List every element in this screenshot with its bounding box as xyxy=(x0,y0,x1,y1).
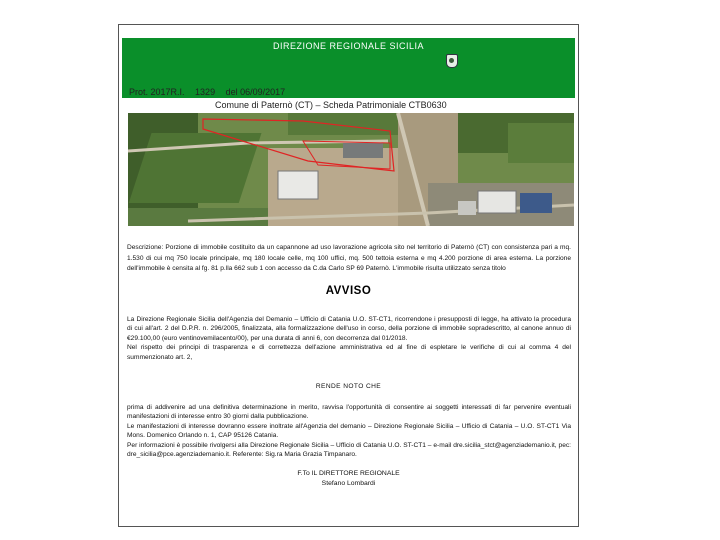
body-block-2 xyxy=(127,403,571,459)
protocol-date: del 06/09/2017 xyxy=(225,87,286,97)
avviso-title: AVVISO xyxy=(325,285,372,297)
scheda-line: Comune di Paternò (CT) – Scheda Patrimoniale CTB0630 xyxy=(215,100,447,110)
paragraph-contacts: Per informazioni è possibile rivolgersi alla Direzione Regionale Sicilia – Ufficio di Catania U.O. ST-CT1 – e-mail dre.sicilia_stct@agenziademanio.it, pec: dre_sicilia@pce.agenziademanio.it. Referente: Sig.ra Maria Grazia Timpanaro. xyxy=(127,441,571,459)
signature-title: F.To IL DIRETTORE REGIONALE xyxy=(297,470,400,477)
body-block-1 xyxy=(127,315,571,362)
signature-name: Stefano Lombardi xyxy=(321,480,376,487)
protocol-prot: Prot. 2017R.I. xyxy=(129,87,185,97)
paragraph-procedure: La Direzione Regionale Sicilia dell'Agenzia del Demanio – Ufficio di Catania U.O. ST-CT1, ricorrendone i presupposti di legge, ha attivato la procedura di cui all'art. 2 del D.P.R. n. 296/2005, finalizzata, alla formalizzazione dell'uso in corso, della porzione di immobile sopradescritto, al canone annuo di €29.100,00 (euro ventinovemilacento/00), per una durata di anni 6, con decorrenza dal 01/2018. xyxy=(127,316,571,342)
signature-block xyxy=(119,469,578,489)
coat-of-arms-icon xyxy=(446,54,458,68)
paragraph-interest: prima di addivenire ad una definitiva determinazione in merito, ravvisa l'opportunità di consentire ai soggetti interessati di far pervenire eventuali manifestazioni di interesse entro 30 giorni dalla pubblicazione. xyxy=(127,404,571,421)
paragraph-submission: Le manifestazioni di interesse dovranno essere inoltrate all'Agenzia del demanio – Direzione Regionale Sicilia – Ufficio di Catania – U.O. ST-CT1 Via Mons. Domenico Orlando n. 1, CAP 95126 Catania. xyxy=(127,422,571,440)
aerial-photo-graphic xyxy=(128,113,574,226)
property-description: Descrizione: Porzione di immobile costituito da un capannone ad uso lavorazione agricola sito nel territorio di Paternò (CT) con consistenza pari a mq. 1.530 di cui mq 750 locale principale, mq 180 locale celle, mq 100 uffici, mq. 500 tettoia esterna e mq 4.200 porzione di area esterna. La porzione dell'immobile è censita al fg. 81 p.lla 662 sub 1 con accesso da C.da Carlo SP 69 Paternò. L'immobile risulta utilizzato senza titolo xyxy=(127,244,571,272)
aerial-photo xyxy=(128,113,574,226)
rende-noto-heading: RENDE NOTO CHE xyxy=(315,383,382,390)
protocol-number: 1329 xyxy=(195,87,216,97)
header-title: DIREZIONE REGIONALE SICILIA xyxy=(272,41,425,51)
paragraph-transparency: Nel rispetto dei principi di trasparenza e di correttezza dell'azione amministrativa ed al fine di espletare le verifiche di cui al comma 4 del summenzionato art. 2, xyxy=(127,344,571,361)
protocol-line xyxy=(129,87,293,97)
document-frame xyxy=(118,24,579,527)
